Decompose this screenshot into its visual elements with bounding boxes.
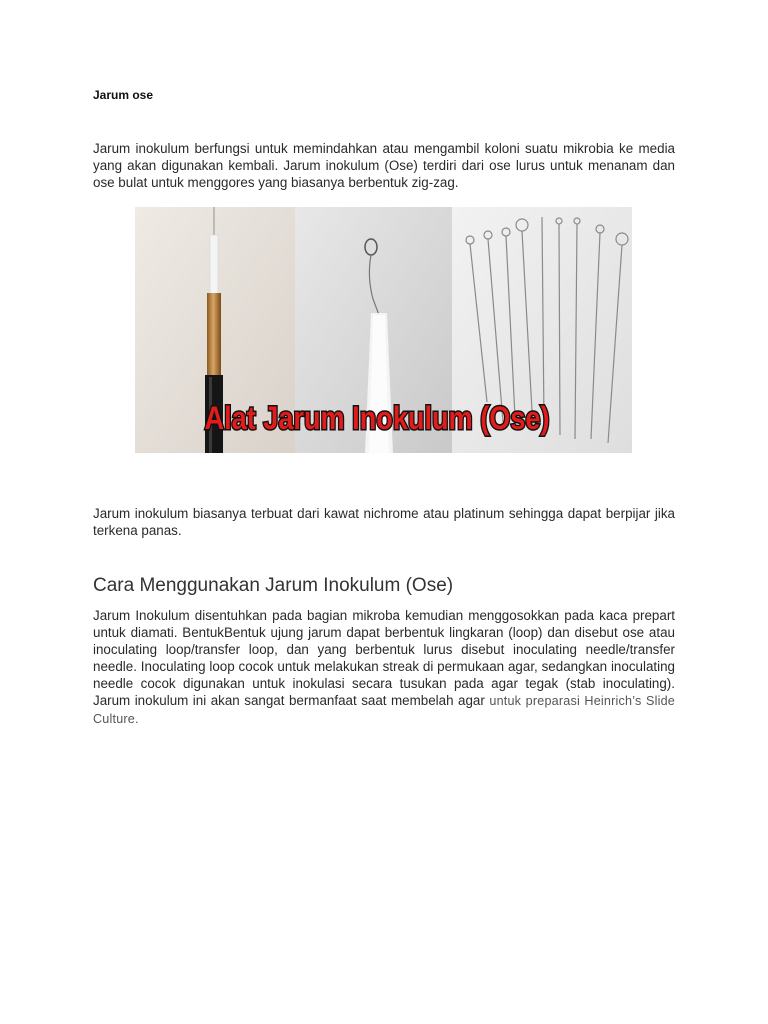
paragraph-usage-body: Jarum Inokulum disentuhkan pada bagian mikroba kemudian menggosokkan pada kaca prepart untuk diamati. BentukBentuk ujung jarum dapat berbentuk lingkaran (loop) dan disebut ose atau inoculating loop/transfer loop, dan yang berbentuk lurus disebut inoculating needle/transfer needle. Inoculating loop cocok untuk melakukan streak di permukaan agar, sedangkan inoculating needle cocok digunakan untuk inokulasi secara tusukan pada agar tegak (stab inoculating). Jarum inokulum ini akan sangat bermanfaat saat membelah agar: [93, 608, 675, 708]
paragraph-intro: Jarum inokulum berfungsi untuk memindahkan atau mengambil koloni suatu mikrobia ke media yang akan digunakan kembali. Jarum inokulum (Ose) terdiri dari ose lurus untuk menanam dan ose bulat untuk menggores yang biasanya berbentuk zig-zag.: [93, 141, 675, 190]
inoculum-needle-photo: [135, 207, 632, 453]
document-title: Jarum ose: [93, 88, 154, 102]
paragraph-usage-tail: untuk preparasi Heinrich’s Slide Culture.: [93, 694, 675, 726]
inoculum-needle-illustration: [135, 207, 632, 453]
image-caption: Alat Jarum Inokulum (Ose): [204, 400, 550, 436]
paragraph-material: Jarum inokulum biasanya terbuat dari kawat nichrome atau platinum sehingga dapat berpijar jika terkena panas.: [93, 506, 675, 538]
section-heading: Cara Menggunakan Jarum Inokulum (Ose): [93, 575, 454, 596]
paragraph-usage: [93, 607, 675, 728]
